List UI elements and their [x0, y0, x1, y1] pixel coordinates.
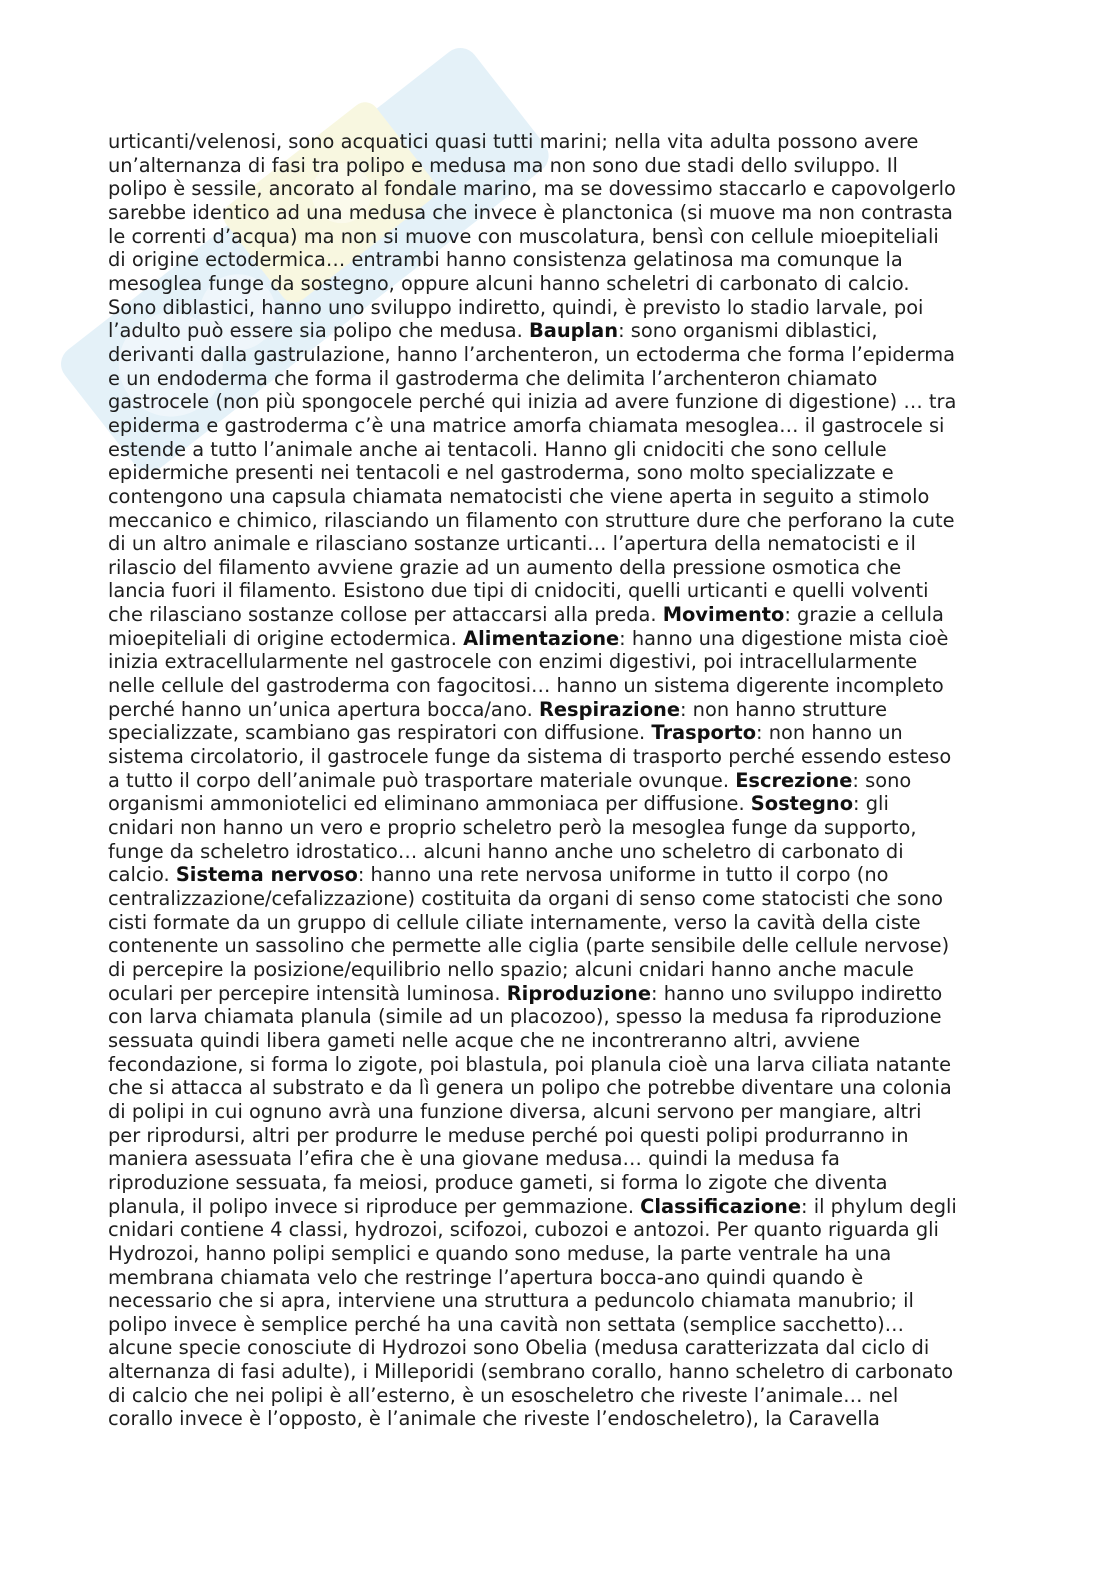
text-line: [108, 390, 1008, 414]
text-line: [108, 674, 1008, 698]
text-segment: cnidari non hanno un vero e proprio scheletro però la mesoglea funge da supporto,: [108, 816, 917, 840]
section-heading: Trasporto: [651, 721, 757, 745]
text-segment: le correnti d’acqua) ma non si muove con muscolatura, bensì con cellule mioepiteliali: [108, 224, 939, 248]
text-line: [108, 1195, 1008, 1219]
text-segment: cnidari contiene 4 classi, hydrozoi, scifozoi, cubozoi e antozoi. Per quanto riguarda gli: [108, 1218, 939, 1242]
text-segment: : hanno una digestione mista cioè: [619, 626, 949, 650]
text-line: [108, 1053, 1008, 1077]
text-segment: corallo invece è l’opposto, è l’animale che riveste l’endoscheletro), la Caravella: [108, 1407, 880, 1431]
text-segment: oculari per percepire intensità luminosa.: [108, 981, 507, 1005]
text-segment: cisti formate da un gruppo di cellule ciliate internamente, verso la cavità della ciste: [108, 910, 921, 934]
text-segment: polipo è sessile, ancorato al fondale marino, ma se dovessimo staccarlo e capovolgerlo: [108, 177, 956, 201]
text-line: [108, 1076, 1008, 1100]
text-segment: di calcio che nei polipi è all’esterno, è un esoscheletro che riveste l’animale… nel: [108, 1383, 899, 1407]
text-line: [108, 982, 1008, 1006]
text-segment: : grazie a cellula: [784, 603, 944, 627]
text-segment: : sono organismi diblastici,: [618, 319, 878, 343]
text-segment: membrana chiamata velo che restringe l’apertura bocca-ano quindi quando è: [108, 1265, 864, 1289]
text-line: [108, 1005, 1008, 1029]
text-line: [108, 1100, 1008, 1124]
text-segment: inizia extracellularmente nel gastrocele con enzimi digestivi, poi intracellularmente: [108, 650, 918, 674]
text-segment: epiderma e gastroderma c’è una matrice amorfa chiamata mesoglea… il gastrocele si: [108, 413, 945, 437]
text-segment: : sono: [852, 768, 912, 792]
text-segment: sistema circolatorio, il gastrocele funge da sistema di trasporto perché essendo esteso: [108, 745, 952, 769]
text-line: [108, 177, 1008, 201]
text-segment: riproduzione sessuata, fa meiosi, produce gameti, si forma lo zigote che diventa: [108, 1170, 888, 1194]
text-line: [108, 1289, 1008, 1313]
text-line: [108, 130, 1008, 154]
text-line: [108, 887, 1008, 911]
text-segment: Sono diblastici, hanno uno sviluppo indiretto, quindi, è previsto lo stadio larvale, poi: [108, 295, 924, 319]
text-line: [108, 650, 1008, 674]
text-segment: organismi ammoniotelici ed eliminano ammoniaca per diffusione.: [108, 792, 751, 816]
text-segment: Hydrozoi, hanno polipi semplici e quando sono meduse, la parte ventrale ha una: [108, 1241, 892, 1265]
text-line: [108, 1029, 1008, 1053]
text-segment: : non hanno strutture: [679, 697, 888, 721]
text-segment: nelle cellule del gastroderma con fagocitosi… hanno un sistema digerente incompleto: [108, 674, 944, 698]
text-line: [108, 1336, 1008, 1360]
text-line: [108, 532, 1008, 556]
text-line: [108, 1242, 1008, 1266]
text-line: [108, 792, 1008, 816]
text-line: [108, 272, 1008, 296]
text-segment: derivanti dalla gastrulazione, hanno l’archenteron, un ectoderma che forma l’epiderma: [108, 342, 956, 366]
text-line: [108, 225, 1008, 249]
section-heading: Sostegno: [750, 792, 854, 816]
text-line: [108, 296, 1008, 320]
text-segment: specializzate, scambiano gas respiratori con diffusione.: [108, 721, 652, 745]
text-segment: fecondazione, si forma lo zigote, poi blastula, poi planula cioè una larva ciliata natante: [108, 1052, 952, 1076]
text-line: [108, 509, 1008, 533]
text-line: [108, 745, 1008, 769]
text-segment: epidermiche presenti nei tentacoli e nel gastroderma, sono molto specializzate e: [108, 461, 894, 485]
text-segment: di origine ectodermica… entrambi hanno consistenza gelatinosa ma comunque la: [108, 248, 903, 272]
text-line: [108, 934, 1008, 958]
text-line: [108, 461, 1008, 485]
text-segment: urticanti/velenosi, sono acquatici quasi tutti marini; nella vita adulta possono avere: [108, 130, 919, 153]
text-segment: di percepire la posizione/equilibrio nello spazio; alcuni cnidari hanno anche macule: [108, 957, 914, 981]
text-segment: l’adulto può essere sia polipo che medusa.: [108, 319, 529, 343]
section-heading: Bauplan: [528, 319, 619, 343]
text-line: [108, 1266, 1008, 1290]
text-segment: lancia fuori il filamento. Esistono due tipi di cnidociti, quelli urticanti e quelli volventi: [108, 579, 929, 603]
text-line: [108, 1407, 1008, 1431]
text-segment: : hanno uno sviluppo indiretto: [651, 981, 943, 1005]
text-line: [108, 1360, 1008, 1384]
text-line: [108, 414, 1008, 438]
text-line: [108, 556, 1008, 580]
text-segment: centralizzazione/cefalizzazione) costituita da organi di senso come statocisti che sono: [108, 887, 943, 910]
text-segment: che rilasciano sostanze collose per attaccarsi alla preda.: [108, 603, 663, 627]
text-segment: sessuata quindi libera gameti nelle acque che ne incontreranno altri, avviene: [108, 1028, 861, 1052]
text-segment: : hanno una rete nervosa uniforme in tutto il corpo (no: [357, 863, 889, 887]
text-line: [108, 1384, 1008, 1408]
text-line: [108, 1147, 1008, 1171]
text-line: [108, 438, 1008, 462]
text-segment: : il phylum degli: [801, 1194, 957, 1218]
text-segment: per riprodursi, altri per produrre le meduse perché poi questi polipi produrranno in: [108, 1123, 909, 1147]
text-line: [108, 863, 1008, 887]
text-segment: necessario che si apra, interviene una struttura a peduncolo chiamata manubrio; il: [108, 1289, 914, 1313]
text-line: [108, 1313, 1008, 1337]
text-segment: di polipi in cui ognuno avrà una funzione diversa, alcuni servono per mangiare, altri: [108, 1099, 922, 1123]
text-line: [108, 698, 1008, 722]
text-segment: meccanico e chimico, rilasciando un filamento con strutture dure che perforano la cute: [108, 508, 955, 532]
text-segment: estende a tutto l’animale anche ai tentacoli. Hanno gli cnidociti che sono cellule: [108, 437, 887, 461]
text-line: [108, 769, 1008, 793]
text-segment: a tutto il corpo dell’animale può trasportare materiale ovunque.: [108, 768, 736, 792]
section-heading: Sistema nervoso: [175, 863, 358, 887]
section-heading: Respirazione: [538, 697, 680, 721]
text-segment: alcune specie conosciute di Hydrozoi sono Obelia (medusa caratterizzata dal ciclo di: [108, 1336, 930, 1360]
text-line: [108, 154, 1008, 178]
text-segment: e un endoderma che forma il gastroderma che delimita l’archenteron chiamato: [108, 366, 878, 390]
text-segment: funge da scheletro idrostatico… alcuni hanno anche uno scheletro di carbonato di: [108, 839, 904, 863]
text-segment: maniera asessuata l’efira che è una giovane medusa… quindi la medusa fa: [108, 1147, 840, 1171]
text-line: [108, 721, 1008, 745]
document-body-text: [108, 130, 1008, 1431]
text-line: [108, 343, 1008, 367]
text-segment: di un altro animale e rilasciano sostanze urticanti… l’apertura della nematocisti e il: [108, 532, 916, 556]
text-segment: un’alternanza di fasi tra polipo e medusa ma non sono due stadi dello sviluppo. Il: [108, 153, 898, 177]
text-line: [108, 201, 1008, 225]
text-line: [108, 958, 1008, 982]
text-segment: con larva chiamata planula (simile ad un placozoo), spesso la medusa fa riproduzione: [108, 1005, 942, 1029]
text-line: [108, 248, 1008, 272]
text-line: [108, 579, 1008, 603]
text-segment: sarebbe identico ad una medusa che invece è planctonica (si muove ma non contrasta: [108, 200, 953, 224]
text-segment: mioepiteliali di origine ectodermica.: [108, 626, 464, 650]
text-line: [108, 367, 1008, 391]
text-line: [108, 1171, 1008, 1195]
text-segment: planula, il polipo invece si riproduce per gemmazione.: [108, 1194, 641, 1218]
text-segment: polipo invece è semplice perché ha una cavità non settata (semplice sacchetto)…: [108, 1312, 905, 1336]
text-segment: contengono una capsula chiamata nematocisti che viene aperta in seguito a stimolo: [108, 484, 930, 508]
text-segment: : non hanno un: [756, 721, 903, 745]
text-line: [108, 627, 1008, 651]
section-heading: Escrezione: [735, 768, 853, 792]
text-line: [108, 840, 1008, 864]
text-line: [108, 911, 1008, 935]
section-heading: Classificazione: [640, 1194, 802, 1218]
text-segment: : gli: [853, 792, 889, 816]
text-line: [108, 1124, 1008, 1148]
text-line: [108, 1218, 1008, 1242]
section-heading: Alimentazione: [463, 626, 620, 650]
text-line: [108, 816, 1008, 840]
section-heading: Movimento: [662, 603, 785, 627]
text-segment: perché hanno un’unica apertura bocca/ano.: [108, 697, 539, 721]
text-line: [108, 603, 1008, 627]
text-segment: contenente un sassolino che permette alle ciglia (parte sensibile delle cellule nervose): [108, 934, 950, 958]
text-segment: alternanza di fasi adulte), i Milleporidi (sembrano corallo, hanno scheletro di carbonato: [108, 1360, 954, 1384]
section-heading: Riproduzione: [506, 981, 651, 1005]
text-segment: calcio.: [108, 863, 176, 887]
text-segment: mesoglea funge da sostegno, oppure alcuni hanno scheletri di carbonato di calcio.: [108, 271, 910, 295]
text-segment: gastrocele (non più spongocele perché qui inizia ad avere funzione di digestione) … tra: [108, 390, 957, 414]
text-line: [108, 485, 1008, 509]
text-segment: che si attacca al substrato e da lì genera un polipo che potrebbe diventare una colonia: [108, 1076, 952, 1100]
text-segment: rilascio del filamento avviene grazie ad un aumento della pressione osmotica che: [108, 555, 902, 579]
text-line: [108, 319, 1008, 343]
